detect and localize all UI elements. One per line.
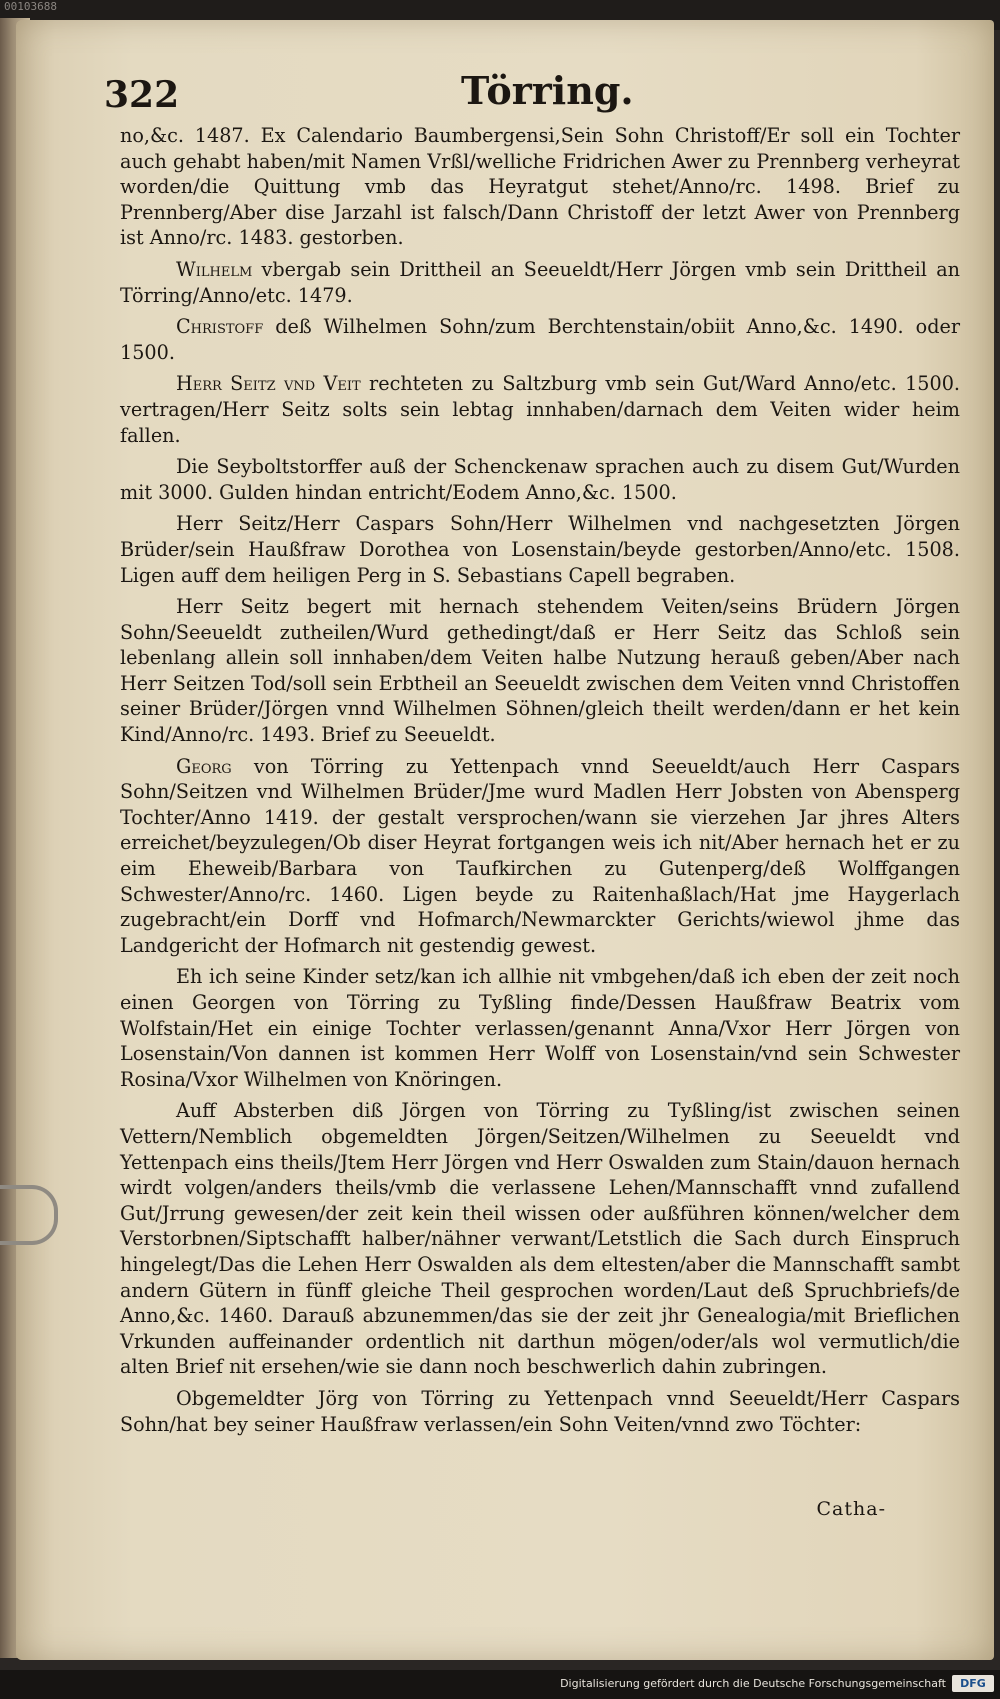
paragraph-text: Herr Seitz/Herr Caspars Sohn/Herr Wilhelmen vnd nachgesetzten Jörgen Brüder/sein Haußfraw Dorothea von Losenstain/beyde gestorben/Anno/etc. 1508. Ligen auff dem heiligen Perg in S. Sebastians Capell begraben. (120, 512, 960, 587)
paragraph-text: vbergab sein Drittheil an Seeueldt/Herr Jörgen vmb sein Drittheil an Törring/Anno/etc. 1479. (120, 257, 960, 307)
paragraph (120, 1386, 960, 1437)
paragraph-text: deß Wilhelmen Sohn/zum Berchtenstain/obiit Anno,&c. 1490. oder 1500. (120, 315, 960, 364)
paragraph (120, 1098, 960, 1380)
paragraph (120, 594, 960, 748)
page-clip (0, 1185, 58, 1245)
dfg-logo: DFG (952, 1675, 994, 1692)
paragraph-text: Auff Absterben diß Jörgen von Törring zu Tyßling/ist zwischen seinen Vettern/Nemblich obgemeldten Jörgen/Seitzen/Wilhelmen zu Seeueldt vnd Yettenpach eins theils/Jtem Herr Jörgen vnd Herr Oswalden zum Stain/dauon hernach wirdt volgen/anders theils/vmb die verlassene Lehen/Mannschafft vnnd zufallend Gut/Jrrung gewesen/der zeit kein theil wissen oder außführen können/welcher dem Verstorbnen/Siptschafft halber/nähner verwant/Letstlich die Sach durch Einspruch hingelegt/Das die Lehen Herr Oswalden als dem eltesten/aber die Mannschafft sambt andern Gütern in fünff gleiche Theil gesprochen worden/Laut deß Spruchbriefs/de Anno,&c. 1460. Darauß abzunemmen/das sie der zeit jhr Genealogia/mit Brieflichen Vrkunden auffeinander ordentlich nit darthun mögen/oder/als wol vermutlich/die alten Brief nit ersehen/wie sie dann noch beschwerlich dahin zubringen. (120, 1099, 960, 1379)
paragraph-text: Herr Seitz begert mit hernach stehendem Veiten/seins Brüdern Jörgen Sohn/Seeueldt zutheilen/Wurd gethedingt/daß er Herr Seitz das Schloß sein lebenlang allein soll innhaben/dem Veiten halbe Nutzung herauß geben/Aber nach Herr Seitzen Tod/soll sein Erbtheil an Seeueldt zwischen dem Veiten vnnd Christoffen seiner Brüder/Jörgen vnnd Wilhelmen Söhnen/gleich theilt werden/dann er het kein Kind/Anno/rc. 1493. Brief zu Seeueldt. (120, 595, 960, 747)
paragraph-lead: Wilhelm (176, 257, 253, 281)
paragraph-lead: Herr Seitz vnd Veit (176, 372, 361, 396)
paragraph-lead: Christoff (176, 315, 264, 339)
paragraph (120, 511, 960, 588)
paragraph (120, 123, 960, 251)
paragraph-text: rechteten zu Saltzburg vmb sein Gut/Ward Anno/etc. 1500. vertragen/Herr Seitz solts sein lebtag innhaben/darnach dem Veiten wider heim fallen. (120, 372, 960, 447)
paragraph-text: Die Seyboltstorffer auß der Schenckenaw sprachen auch zu disem Gut/Wurden mit 3000. Gulden hindan entricht/Eodem Anno,&c. 1500. (120, 455, 960, 504)
paragraph-text: Eh ich seine Kinder setz/kan ich allhie nit vmbgehen/daß ich eben der zeit noch einen Georgen von Törring zu Tyßling finde/Dessen Haußfraw Beatrix vom Wolfstain/Het ein einige Tochter verlassen/genannt Anna/Vxor Herr Jörgen von Losenstain/Von dannen ist kommen Herr Wolff von Losenstain/vnd sein Schwester Rosina/Vxor Wilhelmen von Knöringen. (120, 965, 960, 1091)
book-page (16, 20, 994, 1660)
paragraph-text: Obgemeldter Jörg von Törring zu Yettenpach vnnd Seeueldt/Herr Caspars Sohn/hat bey seiner Haußfraw verlassen/ein Sohn Veiten/vnnd zwo Töchter: (120, 1386, 960, 1436)
scan-footer (0, 1670, 1000, 1699)
paragraph (120, 371, 960, 448)
running-head: Törring. (461, 68, 634, 113)
page-number: 322 (104, 74, 180, 116)
catchword: Catha- (816, 1498, 886, 1520)
paragraph (120, 964, 960, 1092)
paragraph-text: no,&c. 1487. Ex Calendario Baumbergensi,Sein Sohn Christoff/Er soll ein Tochter auch gehabt haben/mit Namen Vrßl/welliche Fridrichen Awer zu Prennberg verheyrat worden/die Quittung vmb das Heyratgut stehet/Anno/rc. 1498. Brief zu Prennberg/Aber dise Jarzahl ist falsch/Dann Christoff der letzt Awer von Prennberg ist Anno/rc. 1483. gestorben. (120, 124, 960, 250)
footer-credit: Digitalisierung gefördert durch die Deutsche Forschungsgemeinschaft (560, 1677, 946, 1690)
paragraph (120, 257, 960, 308)
paragraph (120, 754, 960, 959)
paragraph (120, 314, 960, 365)
body-text (120, 123, 960, 1443)
paragraph (120, 454, 960, 505)
paragraph-text: von Törring zu Yettenpach vnnd Seeueldt/auch Herr Caspars Sohn/Seitzen vnd Wilhelmen Brüder/Jme wurd Madlen Herr Jobsten von Abensperg Tochter/Anno 1419. der gestalt versprochen/wann sie vierzehen Jar jhres Alters erreichet/beyzulegen/Ob diser Heyrat fortgangen weis ich nit/Aber hernach het er zu eim Eheweib/Barbara von Taufkirchen zu Gutenperg/deß Wolffgangen Schwester/Anno/rc. 1460. Ligen beyde zu Raitenhaßlach/Hat jme Haygerlach zugebracht/ein Dorff vnd Hofmarch/Newmarckter Gerichts/wiewol jhme das Landgericht der Hofmarch nit gestendig gewest. (120, 754, 960, 957)
paragraph-lead: Georg (176, 754, 232, 778)
scan-id: 00103688 (4, 0, 57, 13)
